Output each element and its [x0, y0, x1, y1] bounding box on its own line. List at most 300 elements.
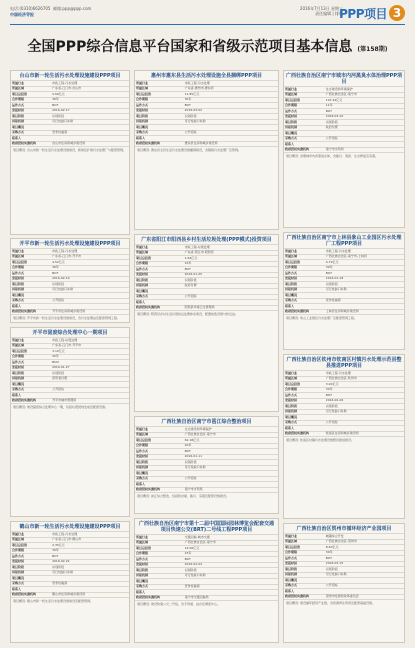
- row-label: 项目概况: [11, 576, 51, 582]
- row-label: 所属区域: [135, 250, 184, 256]
- row-label: 所属区域: [11, 86, 51, 92]
- row-label: 发起时间: [284, 561, 325, 567]
- header-rule: [10, 24, 405, 25]
- row-value: 公开招标: [325, 420, 404, 426]
- project-description: 项目概况: 象山工业园区污水处理厂及配套管网工程。: [284, 314, 404, 321]
- row-label: 合作期限: [135, 551, 184, 557]
- row-value: 2016-02-19: [51, 276, 129, 282]
- project-title: 鹤山市新一轮生活污水处理设施建设PPP项目: [19, 524, 121, 530]
- row-label: 项目阶段: [135, 460, 184, 466]
- row-label: 采购方式: [135, 476, 184, 482]
- row-label: 采购方式: [284, 136, 325, 142]
- header-date: 2016年7月13日 星期三: [299, 6, 343, 11]
- row-value: 开平市住房和城乡建设局: [51, 309, 129, 314]
- row-value: 交通运输-城市交通: [184, 535, 278, 541]
- row-value: 识别阶段: [325, 567, 404, 573]
- row-label: 运作方式: [11, 554, 51, 560]
- row-label: 回报机制: [284, 572, 325, 578]
- row-value: 30年: [325, 265, 404, 271]
- row-label: 项目概况: [135, 289, 184, 295]
- row-value: 广东省-江门市-台山市: [51, 86, 129, 92]
- project-panel: [283, 523, 405, 643]
- row-value: 市政工程-污水处理: [325, 371, 404, 377]
- project-title: 惠州市惠东县生活污水处理设施全县捆绑PPP项目: [151, 73, 262, 79]
- row-label: 项目总投资: [135, 92, 184, 98]
- project-description: 项目概况: 建设快速公交二号线，含专用道、站台及调度中心。: [135, 600, 278, 607]
- row-label: 发起时间: [11, 559, 51, 565]
- project-title: 广西壮族自治区南宁市邕江综合整治项目: [161, 419, 252, 425]
- row-label: 项目概况: [284, 578, 325, 584]
- row-label: 所属行业: [11, 81, 51, 87]
- row-label: 所属行业: [284, 249, 325, 255]
- row-value: 广东省-阳江市-阳西县: [184, 250, 278, 256]
- row-value: 识别阶段: [325, 404, 404, 410]
- row-value: 8.60亿元: [325, 545, 404, 551]
- section-title: PPP项目: [339, 6, 387, 21]
- row-label: 所属区域: [135, 86, 184, 92]
- row-label: 回报机制: [135, 119, 184, 125]
- row-value: 竞争性磋商: [325, 298, 404, 304]
- row-label: 回报机制: [11, 570, 51, 576]
- row-label: 回报机制: [135, 573, 184, 579]
- row-label: 发起时间: [135, 562, 184, 568]
- row-label: 政府授权实施机构: [135, 305, 184, 310]
- project-title: 广东省阳江市阳西县乡村生活垃圾处理(PPP模式)投资项目: [141, 237, 272, 243]
- header-meta: [300, 6, 343, 16]
- row-value: BOT: [51, 554, 129, 560]
- row-value: 广西壮族自治区-南宁市: [325, 92, 404, 98]
- row-value: BOT: [325, 556, 404, 562]
- headline-subtitle: (第158期): [357, 46, 388, 53]
- row-label: 发起时间: [11, 108, 51, 114]
- row-label: 联系人: [11, 393, 51, 399]
- row-label: 所属行业: [284, 534, 325, 540]
- row-label: 合作期限: [11, 265, 51, 271]
- row-value: 30年: [51, 97, 129, 103]
- row-value: 2016-01-25: [184, 272, 278, 278]
- row-label: 项目总投资: [135, 438, 184, 444]
- row-label: 项目阶段: [284, 404, 325, 410]
- row-label: 发起时间: [11, 276, 51, 282]
- project-info-table: [11, 248, 129, 314]
- row-value: 2016-03-15: [325, 561, 404, 567]
- row-value: 政府付费: [325, 125, 404, 131]
- row-label: 项目总投资: [284, 545, 325, 551]
- row-value: 上林县住房和城乡建设局: [325, 309, 404, 314]
- row-value: 广东省-惠州市-惠东县: [184, 86, 278, 92]
- row-value: 3.90亿元: [325, 382, 404, 388]
- project-title: 广西壮族自治区贺州市循环经济产业园项目: [296, 526, 392, 532]
- header-phone: 电话:(0310)6626705: [10, 6, 51, 11]
- row-value: 阳西县环境卫生管理局: [184, 305, 278, 310]
- row-label: 所属行业: [284, 371, 325, 377]
- row-value: 识别阶段: [184, 114, 278, 120]
- row-label: 所属区域: [135, 432, 184, 438]
- row-label: 所属行业: [135, 535, 184, 541]
- row-value: 可行性缺口补助: [325, 409, 404, 415]
- row-value: 广西壮族自治区-钦州市: [325, 376, 404, 382]
- project-panel: [283, 232, 405, 350]
- row-label: 政府授权实施机构: [11, 592, 51, 597]
- row-value: 2.35亿元: [51, 543, 129, 549]
- project-info-table: [135, 80, 278, 146]
- row-value: 广西壮族自治区-贺州市: [325, 539, 404, 545]
- row-label: 所属区域: [11, 254, 51, 260]
- row-label: 采购方式: [135, 130, 184, 136]
- row-label: 项目阶段: [11, 371, 51, 377]
- row-label: 回报机制: [284, 409, 325, 415]
- row-label: 项目总投资: [284, 260, 325, 266]
- row-value: 识别阶段: [184, 278, 278, 284]
- row-value: 2016-02-22: [51, 559, 129, 565]
- project-panel: [10, 238, 130, 323]
- row-label: 运作方式: [135, 103, 184, 109]
- row-value: BOT: [184, 103, 278, 109]
- row-label: 所属区域: [135, 540, 184, 546]
- project-info-table: [135, 534, 278, 600]
- row-value: 2016-01-18: [325, 276, 404, 282]
- row-label: 联系人: [11, 587, 51, 593]
- row-label: 项目概况: [135, 471, 184, 477]
- row-label: 联系人: [284, 304, 325, 310]
- row-value: 11.85亿元: [184, 92, 278, 98]
- row-label: 项目总投资: [135, 256, 184, 262]
- row-value: 贺州市发展和改革委员会: [325, 594, 404, 599]
- row-value: BOT: [51, 103, 129, 109]
- row-label: 所属行业: [11, 532, 51, 538]
- row-label: 采购方式: [11, 298, 51, 304]
- project-info-table: [284, 533, 404, 599]
- row-value: 公开招标: [51, 298, 129, 304]
- row-label: 发起时间: [135, 454, 184, 460]
- project-info-table: [284, 370, 404, 436]
- row-label: 合作期限: [284, 550, 325, 556]
- row-label: 项目总投资: [284, 98, 325, 104]
- row-label: 联系人: [284, 589, 325, 595]
- project-description: 项目概况: 邕江综合整治，包括防洪堤、截污、景观及配套设施建设。: [135, 492, 278, 499]
- project-description: 项目概况: 惠东县全县生活污水处理设施捆绑建设，含镇级污水处理厂及管网。: [135, 146, 278, 153]
- row-label: 所属区域: [284, 254, 325, 260]
- row-label: 政府授权实施机构: [284, 431, 325, 436]
- project-panel: [10, 521, 130, 643]
- row-value: BOT: [325, 271, 404, 277]
- row-value: 2016-03-10: [325, 114, 404, 120]
- row-value: 钦南区住房和城乡建设局: [325, 431, 404, 436]
- row-value: 可行性缺口补助: [325, 287, 404, 293]
- header-editor: 责任编辑 | 排版: [315, 11, 343, 16]
- row-value: 识别阶段: [51, 282, 129, 288]
- project-title: 开平市新一轮生活污水处理设施建设PPP项目: [19, 241, 121, 247]
- row-value: 竞争性磋商: [51, 581, 129, 587]
- row-value: 62.18亿元: [184, 438, 278, 444]
- row-value: 政府付费: [184, 283, 278, 289]
- row-label: 联系人: [135, 590, 184, 596]
- row-value: 识别阶段: [51, 565, 129, 571]
- row-label: 所属行业: [11, 249, 51, 255]
- row-label: 运作方式: [284, 556, 325, 562]
- row-label: 项目阶段: [11, 565, 51, 571]
- row-label: 所属区域: [11, 343, 51, 349]
- row-value: 2016-01-27: [51, 365, 129, 371]
- project-panel: [10, 327, 130, 517]
- project-description: 项目概况: 治理城市内河黑臭水体，含截污、清淤、生态修复及景观。: [284, 152, 404, 159]
- project-title: 开平市固废综合处理中心一期项目: [32, 330, 108, 336]
- row-value: 市政工程-垃圾处理: [51, 338, 129, 344]
- project-description: 项目概况: 阳西县乡村生活垃圾收运处理体系建设，配置收集设施与转运站。: [135, 310, 278, 317]
- row-label: 采购方式: [284, 583, 325, 589]
- row-label: 项目概况: [135, 125, 184, 131]
- project-info-table: [11, 80, 129, 146]
- row-label: 联系人: [284, 142, 325, 148]
- row-value: 市政工程-污水处理: [51, 532, 129, 538]
- row-label: 发起时间: [284, 276, 325, 282]
- row-label: 项目概况: [11, 293, 51, 299]
- row-label: 政府授权实施机构: [135, 487, 184, 492]
- row-label: 合作期限: [284, 265, 325, 271]
- row-value: 30年: [325, 550, 404, 556]
- project-title: 台山市新一轮生活污水处理设施建设PPP项目: [19, 73, 121, 79]
- row-value: 识别阶段: [51, 371, 129, 377]
- row-value: 生态建设和环境保护: [184, 427, 278, 433]
- row-value: BOT: [184, 267, 278, 273]
- project-panel: [134, 518, 279, 643]
- row-value: BOO: [51, 360, 129, 366]
- row-label: 运作方式: [284, 271, 325, 277]
- row-label: 所属区域: [11, 537, 51, 543]
- row-label: 采购方式: [135, 294, 184, 300]
- row-value: 开平市城市管理局: [51, 398, 129, 403]
- project-info-table: [284, 86, 404, 152]
- row-value: 公开招标: [184, 294, 278, 300]
- row-label: 联系人: [11, 136, 51, 142]
- row-label: 所属区域: [284, 539, 325, 545]
- row-label: 项目阶段: [135, 278, 184, 284]
- page-headline: [10, 36, 405, 62]
- row-value: 30年: [51, 265, 129, 271]
- project-description: 项目概况: 台山市新一轮生活污水处理设施建设，新建及扩建污水处理厂与配套管网。: [11, 146, 129, 153]
- row-label: 回报机制: [135, 283, 184, 289]
- row-value: 11年: [325, 103, 404, 109]
- row-label: 项目概况: [11, 382, 51, 388]
- project-info-table: [135, 244, 278, 310]
- row-value: 台山市住房和城乡建设局: [51, 141, 129, 146]
- row-value: 2016-02-04: [184, 562, 278, 568]
- row-label: 回报机制: [284, 287, 325, 293]
- row-label: 发起时间: [135, 108, 184, 114]
- row-label: 运作方式: [11, 360, 51, 366]
- row-label: 发起时间: [11, 365, 51, 371]
- row-label: 合作期限: [11, 354, 51, 360]
- row-value: 可行性缺口补助: [184, 573, 278, 579]
- row-label: 采购方式: [11, 581, 51, 587]
- row-label: 合作期限: [11, 548, 51, 554]
- row-label: 联系人: [135, 482, 184, 488]
- row-value: 市政工程-垃圾处理: [184, 245, 278, 251]
- row-value: 2016-02-17: [51, 108, 129, 114]
- row-value: 25年: [51, 354, 129, 360]
- row-value: 可行性缺口补助: [184, 119, 278, 125]
- project-panel: [10, 70, 130, 235]
- row-label: 所属行业: [135, 81, 184, 87]
- project-description: 项目概况: 钦南区村镇污水处理设施整县推进建设。: [284, 436, 404, 443]
- section-number-badge: 3: [389, 5, 405, 21]
- row-label: 回报机制: [11, 119, 51, 125]
- project-title: 广西壮族自治区钦州市钦南区村镇污水处理示范县整县推进PPP项目: [286, 357, 402, 369]
- row-value: 市政工程-污水处理: [325, 249, 404, 255]
- row-label: 所属区域: [284, 92, 325, 98]
- row-label: 项目阶段: [284, 567, 325, 573]
- row-value: 广西壮族自治区-南宁市-上林县: [325, 254, 404, 260]
- row-value: 30年: [325, 387, 404, 393]
- project-description: 项目概况: 开平市新一轮生活污水处理设施建设，含污水处理站及配套管网工程。: [11, 314, 129, 321]
- row-label: 发起时间: [284, 398, 325, 404]
- header-paper-name: 中国经济导报: [10, 12, 34, 17]
- row-value: 4.52亿元: [51, 260, 129, 266]
- row-label: 合作期限: [135, 97, 184, 103]
- row-label: 联系人: [135, 300, 184, 306]
- row-value: BOT: [325, 393, 404, 399]
- row-value: 识别阶段: [325, 120, 404, 126]
- row-label: 合作期限: [135, 261, 184, 267]
- row-value: 公开招标: [325, 583, 404, 589]
- project-title: 广西壮族自治区南宁市上林县象山工业园区污水处理厂工程PPP项目: [286, 235, 402, 247]
- row-label: 政府授权实施机构: [11, 309, 51, 314]
- row-value: 0.79亿元: [325, 260, 404, 266]
- row-label: 项目阶段: [11, 282, 51, 288]
- row-label: 项目总投资: [11, 92, 51, 98]
- row-value: 竞争性磋商: [184, 584, 278, 590]
- row-value: 广西壮族自治区-南宁市: [184, 540, 278, 546]
- row-value: 30年: [51, 548, 129, 554]
- row-label: 运作方式: [135, 449, 184, 455]
- header-email: 邮箱:ppp@ppp.com: [53, 6, 92, 11]
- project-info-table: [11, 531, 129, 597]
- row-label: 政府授权实施机构: [11, 398, 51, 403]
- row-value: 3.10亿元: [51, 349, 129, 355]
- row-value: 南宁市水利局: [184, 487, 278, 492]
- project-panel: [283, 70, 405, 228]
- row-label: 采购方式: [284, 298, 325, 304]
- headline-title: 全国PPP综合信息平台国家和省级示范项目基本信息: [27, 39, 353, 55]
- row-label: 合作期限: [135, 443, 184, 449]
- section-brand: [339, 4, 405, 22]
- row-value: 可行性缺口补助: [184, 465, 278, 471]
- row-label: 联系人: [135, 136, 184, 142]
- row-value: 市政工程-污水处理: [51, 81, 129, 87]
- row-value: 竞争性磋商: [51, 130, 129, 136]
- row-label: 运作方式: [11, 271, 51, 277]
- row-label: 运作方式: [11, 103, 51, 109]
- row-value: 广东省-江门市-鹤山市: [51, 537, 129, 543]
- row-label: 运作方式: [135, 557, 184, 563]
- row-value: BOT: [325, 109, 404, 115]
- row-label: 项目概况: [284, 415, 325, 421]
- row-label: 项目概况: [11, 125, 51, 131]
- row-label: 项目概况: [284, 131, 325, 137]
- row-value: 14.06亿元: [184, 546, 278, 552]
- row-label: 所属行业: [135, 427, 184, 433]
- row-value: BOT: [51, 271, 129, 277]
- row-value: 107.42亿元: [325, 98, 404, 104]
- row-label: 采购方式: [11, 387, 51, 393]
- row-label: 合作期限: [11, 97, 51, 103]
- project-description: 项目概况: 建设固废综合处理中心一期，包括垃圾焚烧发电及配套设施。: [11, 403, 129, 410]
- row-value: 5.69亿元: [51, 92, 129, 98]
- row-value: 15年: [184, 551, 278, 557]
- row-label: 项目总投资: [284, 382, 325, 388]
- row-value: 广西壮族自治区-南宁市: [184, 432, 278, 438]
- row-label: 运作方式: [284, 109, 325, 115]
- row-label: 运作方式: [284, 393, 325, 399]
- row-value: 使用者付费: [51, 376, 129, 382]
- project-info-table: [11, 337, 129, 403]
- row-value: 可行性缺口补助: [51, 119, 129, 125]
- row-value: BOT: [184, 557, 278, 563]
- row-value: 1.62亿元: [184, 256, 278, 262]
- row-value: 公开招标: [325, 136, 404, 142]
- row-value: 城镇综合开发: [325, 534, 404, 540]
- row-value: BOT: [184, 449, 278, 455]
- row-value: 识别阶段: [184, 460, 278, 466]
- row-label: 所属区域: [284, 376, 325, 382]
- row-label: 发起时间: [135, 272, 184, 278]
- row-value: 生态建设和环境保护: [325, 87, 404, 93]
- project-panel: [283, 354, 405, 519]
- row-label: 政府授权实施机构: [135, 141, 184, 146]
- row-label: 项目阶段: [284, 282, 325, 288]
- project-panel: [134, 234, 279, 412]
- row-label: 采购方式: [11, 130, 51, 136]
- row-value: 30年: [184, 97, 278, 103]
- row-label: 项目总投资: [11, 543, 51, 549]
- row-value: 公开招标: [184, 130, 278, 136]
- project-description: 项目概况: 鹤山市新一轮生活污水处理设施建设及配套管网。: [11, 597, 129, 604]
- row-value: 可行性缺口补助: [51, 287, 129, 293]
- row-label: 政府授权实施机构: [284, 309, 325, 314]
- row-label: 回报机制: [135, 465, 184, 471]
- row-value: 15年: [184, 261, 278, 267]
- row-value: 可行性缺口补助: [325, 572, 404, 578]
- row-label: 项目阶段: [135, 114, 184, 120]
- row-label: 项目阶段: [135, 568, 184, 574]
- row-label: 回报机制: [284, 125, 325, 131]
- project-info-table: [284, 248, 404, 314]
- row-label: 联系人: [284, 426, 325, 432]
- row-value: 2016-02-26: [325, 398, 404, 404]
- row-value: 识别阶段: [184, 568, 278, 574]
- row-value: 市政工程-污水处理: [184, 81, 278, 87]
- row-label: 项目阶段: [11, 114, 51, 120]
- row-label: 项目概况: [135, 579, 184, 585]
- row-label: 项目总投资: [135, 546, 184, 552]
- row-value: 南宁市交通运输局: [184, 595, 278, 600]
- row-value: 广东省-江门市-开平市: [51, 343, 129, 349]
- row-label: 政府授权实施机构: [11, 141, 51, 146]
- project-panel: [134, 416, 279, 514]
- row-label: 项目总投资: [11, 349, 51, 355]
- row-value: 鹤山市住房和城乡建设局: [51, 592, 129, 597]
- row-label: 项目总投资: [11, 260, 51, 266]
- row-label: 项目概况: [284, 293, 325, 299]
- row-label: 联系人: [11, 304, 51, 310]
- row-value: 20年: [184, 443, 278, 449]
- header-contact: [10, 6, 91, 11]
- row-label: 回报机制: [11, 287, 51, 293]
- row-label: 合作期限: [284, 103, 325, 109]
- row-label: 所属行业: [284, 87, 325, 93]
- row-label: 采购方式: [135, 584, 184, 590]
- row-label: 政府授权实施机构: [135, 595, 184, 600]
